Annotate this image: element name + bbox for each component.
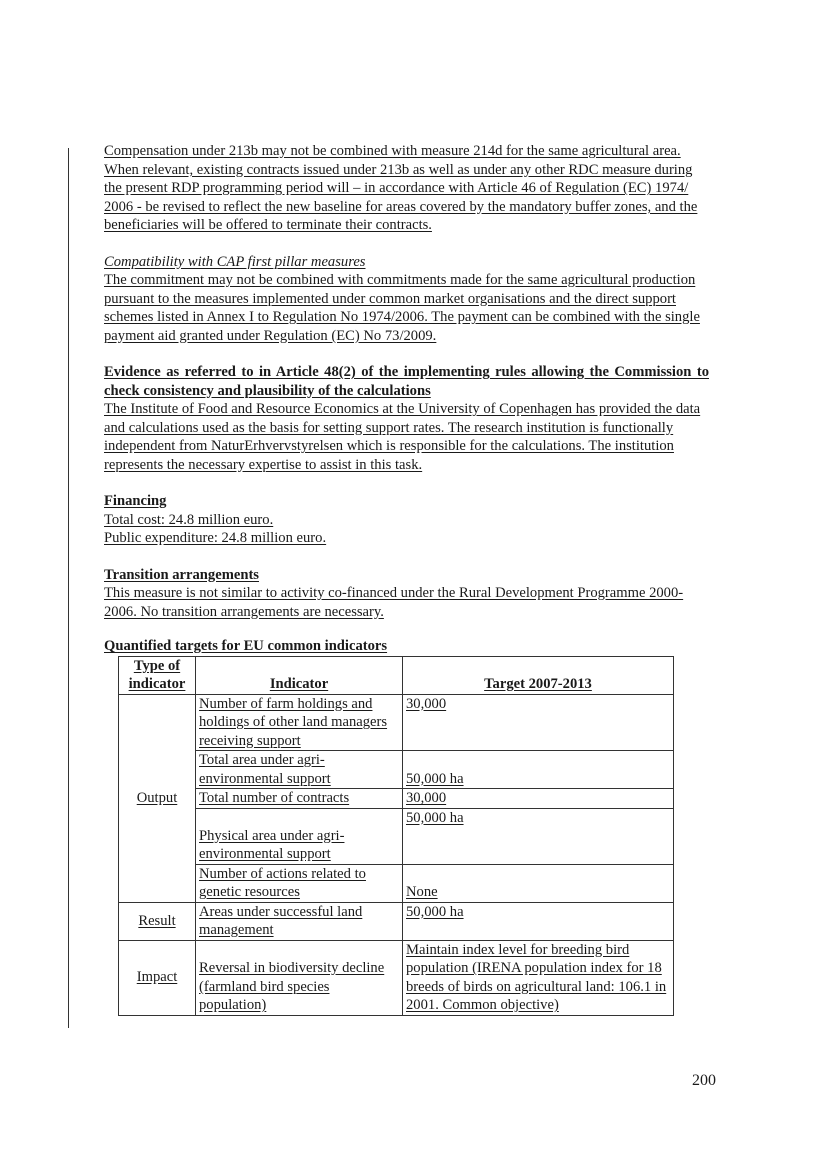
indicator-cell: Total number of contracts — [196, 789, 403, 809]
target-cell: 30,000 — [403, 789, 674, 809]
target-cell: Maintain index level for breeding bird population (IRENA population index for 18 breeds of birds on agricultural land: 106.1 in 2001. Common objective) — [403, 940, 674, 1015]
table-row — [119, 940, 674, 1015]
evidence-text: The Institute of Food and Resource Economics at the University of Copenhagen has provided the data and calculations used as the basis for setting support rates. The research institution is functionally independent from NaturErhvervstyrelsen which is responsible for the calculations. The institution represents the necessary expertise to assist in this task. — [104, 401, 701, 473]
compatibility-heading: Compatibility with CAP first pillar measures — [104, 253, 366, 270]
indicator-cell: Reversal in biodiversity decline (farmland bird species population) — [196, 940, 403, 1015]
header-indicator: Indicator — [196, 656, 403, 694]
paragraph-combination: Compensation under 213b may not be combined with measure 214d for the same agricultural area. When relevant, existing contracts issued under 213b as well as under any other RDC measure during the present RDP programming period will – in accordance with Article 46 of Regulation (EC) 1974/ 2006 - be revised to reflect the new baseline for areas covered by the mandatory buffer zones, and the beneficiaries will be offered to terminate their contracts. — [104, 143, 698, 233]
type-impact: Impact — [119, 940, 196, 1015]
indicator-cell: Total area under agri-environmental support — [196, 751, 403, 789]
financing-heading: Financing — [104, 493, 167, 509]
compatibility-text: The commitment may not be combined with commitments made for the same agricultural production pursuant to the measures implemented under common market organisations and the direct support schemes listed in Annex I to Regulation No 1974/2006. The payment can be combined with the single payment aid granted under Regulation (EC) No 73/2009. — [104, 272, 700, 344]
target-cell: 50,000 ha — [403, 902, 674, 940]
targets-table — [118, 656, 674, 1016]
type-result: Result — [119, 902, 196, 940]
document-body — [104, 142, 709, 1016]
page-number: 200 — [692, 1072, 716, 1089]
target-cell: 50,000 ha — [403, 808, 674, 864]
indicator-cell: Physical area under agri-environmental support — [196, 808, 403, 864]
indicator-cell: Number of farm holdings and holdings of other land managers receiving support — [196, 694, 403, 751]
type-output: Output — [119, 694, 196, 902]
header-target: Target 2007-2013 — [403, 656, 674, 694]
indicator-cell: Areas under successful land management — [196, 902, 403, 940]
financing-total: Total cost: 24.8 million euro. — [104, 511, 274, 528]
target-cell: None — [403, 864, 674, 902]
target-cell: 50,000 ha — [403, 751, 674, 789]
table-row — [119, 751, 674, 789]
header-type: Type of indicator — [119, 656, 196, 694]
table-row — [119, 902, 674, 940]
transition-text: This measure is not similar to activity co-financed under the Rural Development Programme 2000-2006. No transition arrangements are necessary. — [104, 585, 684, 620]
table-row — [119, 789, 674, 809]
table-row — [119, 808, 674, 864]
margin-change-bar — [68, 148, 69, 1028]
table-row — [119, 694, 674, 751]
transition-heading: Transition arrangements — [104, 566, 259, 583]
targets-heading: Quantified targets for EU common indicators — [104, 638, 388, 654]
table-header-row — [119, 656, 674, 694]
indicator-cell: Number of actions related to genetic resources — [196, 864, 403, 902]
financing-public: Public expenditure: 24.8 million euro. — [104, 530, 327, 546]
target-cell: 30,000 — [403, 694, 674, 751]
table-row — [119, 864, 674, 902]
evidence-heading: Evidence as referred to in Article 48(2) of the implementing rules allowing the Commission to check consistency and plausibility of the calculations — [104, 364, 709, 399]
